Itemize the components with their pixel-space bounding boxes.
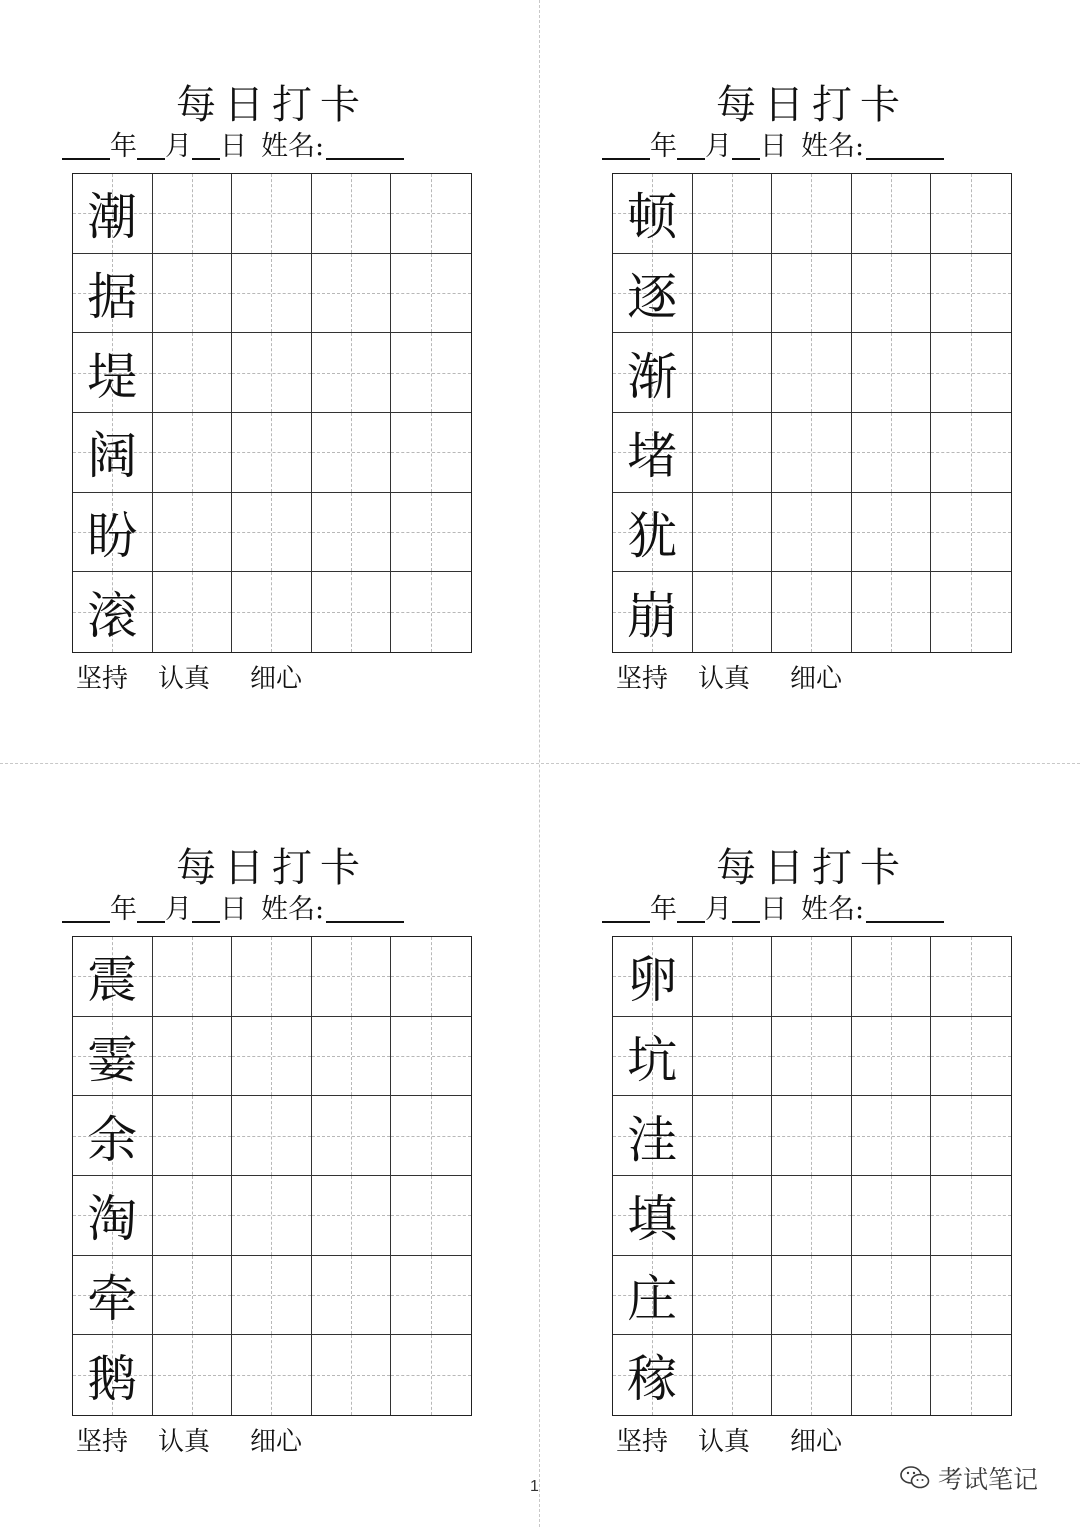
practice-cell[interactable] bbox=[391, 572, 471, 652]
date-name-line bbox=[602, 893, 1012, 927]
practice-cell[interactable] bbox=[772, 333, 852, 413]
model-character: 震 bbox=[87, 951, 138, 1010]
practice-cell[interactable] bbox=[693, 1256, 773, 1336]
motto-careful: 细心 bbox=[250, 664, 303, 694]
practice-cell[interactable] bbox=[153, 254, 233, 334]
practice-cell[interactable] bbox=[153, 493, 233, 573]
month-label: 月 bbox=[165, 131, 192, 162]
card-title: 每日打卡 bbox=[176, 82, 368, 128]
practice-card bbox=[72, 843, 472, 1463]
date-name-line bbox=[62, 130, 472, 164]
model-character: 据 bbox=[87, 267, 138, 326]
practice-cell[interactable] bbox=[391, 1335, 471, 1415]
practice-cell[interactable] bbox=[312, 413, 392, 493]
practice-cell[interactable] bbox=[153, 1017, 233, 1097]
name-label: 姓名: bbox=[261, 894, 325, 925]
motto-serious: 认真 bbox=[158, 1427, 211, 1457]
practice-cell[interactable] bbox=[312, 937, 392, 1017]
practice-cell[interactable] bbox=[312, 493, 392, 573]
practice-cell[interactable] bbox=[232, 937, 312, 1017]
model-character-cell bbox=[613, 1176, 693, 1256]
model-character-cell bbox=[613, 1096, 693, 1176]
practice-cell[interactable] bbox=[772, 1256, 852, 1336]
year-blank[interactable] bbox=[62, 895, 110, 923]
model-character: 余 bbox=[87, 1110, 138, 1169]
practice-cell[interactable] bbox=[852, 333, 932, 413]
practice-cell[interactable] bbox=[772, 572, 852, 652]
model-character-cell bbox=[73, 1256, 153, 1336]
practice-cell[interactable] bbox=[391, 333, 471, 413]
practice-cell[interactable] bbox=[693, 1017, 773, 1097]
motto-serious: 认真 bbox=[698, 1427, 751, 1457]
model-character: 淘 bbox=[87, 1190, 138, 1249]
name-blank[interactable] bbox=[326, 895, 404, 923]
writing-grid bbox=[72, 173, 472, 653]
practice-cell[interactable] bbox=[232, 572, 312, 652]
model-character-cell bbox=[613, 1335, 693, 1415]
practice-cell[interactable] bbox=[391, 1096, 471, 1176]
motto-persist: 坚持 bbox=[76, 1427, 129, 1457]
practice-cell[interactable] bbox=[153, 1335, 233, 1415]
practice-cell[interactable] bbox=[312, 1256, 392, 1336]
practice-cell[interactable] bbox=[232, 333, 312, 413]
practice-cell[interactable] bbox=[931, 174, 1011, 254]
horizontal-cut-line bbox=[0, 763, 1080, 764]
model-character-cell bbox=[613, 937, 693, 1017]
practice-cell[interactable] bbox=[232, 1096, 312, 1176]
model-character: 渐 bbox=[627, 347, 678, 406]
practice-cell[interactable] bbox=[931, 413, 1011, 493]
practice-cell[interactable] bbox=[852, 493, 932, 573]
year-blank[interactable] bbox=[602, 895, 650, 923]
practice-cell[interactable] bbox=[772, 1017, 852, 1097]
day-label: 日 bbox=[760, 894, 787, 925]
practice-cell[interactable] bbox=[391, 1256, 471, 1336]
practice-cell[interactable] bbox=[391, 174, 471, 254]
practice-cell[interactable] bbox=[693, 1335, 773, 1415]
model-character: 鹅 bbox=[87, 1350, 138, 1409]
practice-cell[interactable] bbox=[852, 413, 932, 493]
year-label: 年 bbox=[650, 894, 677, 925]
name-label: 姓名: bbox=[261, 131, 325, 162]
practice-cell[interactable] bbox=[693, 937, 773, 1017]
model-character-cell bbox=[73, 333, 153, 413]
name-blank[interactable] bbox=[866, 132, 944, 160]
practice-cell[interactable] bbox=[391, 1176, 471, 1256]
practice-cell[interactable] bbox=[931, 572, 1011, 652]
year-label: 年 bbox=[110, 894, 137, 925]
model-character: 洼 bbox=[627, 1110, 678, 1169]
month-blank[interactable] bbox=[137, 895, 165, 923]
practice-cell[interactable] bbox=[312, 1176, 392, 1256]
watermark-text: 考试笔记 bbox=[938, 1465, 1039, 1494]
practice-cell[interactable] bbox=[931, 493, 1011, 573]
practice-cell[interactable] bbox=[693, 493, 773, 573]
practice-cell[interactable] bbox=[312, 333, 392, 413]
model-character-cell bbox=[613, 413, 693, 493]
model-character: 犹 bbox=[627, 506, 678, 565]
practice-cell[interactable] bbox=[931, 1256, 1011, 1336]
month-label: 月 bbox=[165, 894, 192, 925]
motto-line bbox=[616, 1427, 842, 1457]
practice-cell[interactable] bbox=[312, 1017, 392, 1097]
practice-cell[interactable] bbox=[391, 937, 471, 1017]
practice-cell[interactable] bbox=[153, 174, 233, 254]
month-label: 月 bbox=[705, 894, 732, 925]
model-character-cell bbox=[73, 413, 153, 493]
model-character-cell bbox=[613, 174, 693, 254]
model-character-cell bbox=[73, 254, 153, 334]
day-blank[interactable] bbox=[732, 132, 760, 160]
motto-serious: 认真 bbox=[698, 664, 751, 694]
practice-cell[interactable] bbox=[391, 413, 471, 493]
card-title: 每日打卡 bbox=[716, 82, 908, 128]
year-blank[interactable] bbox=[62, 132, 110, 160]
model-character: 卵 bbox=[627, 951, 678, 1010]
name-blank[interactable] bbox=[866, 895, 944, 923]
wechat-icon bbox=[900, 1465, 930, 1491]
model-character: 坑 bbox=[627, 1030, 678, 1089]
name-label: 姓名: bbox=[801, 894, 865, 925]
practice-cell[interactable] bbox=[772, 1096, 852, 1176]
practice-cell[interactable] bbox=[772, 1335, 852, 1415]
year-label: 年 bbox=[110, 131, 137, 162]
date-name-line bbox=[602, 130, 1012, 164]
model-character: 阔 bbox=[87, 427, 138, 486]
practice-cell[interactable] bbox=[772, 1176, 852, 1256]
practice-cell[interactable] bbox=[312, 1096, 392, 1176]
practice-cell[interactable] bbox=[931, 254, 1011, 334]
practice-cell[interactable] bbox=[852, 1335, 932, 1415]
watermark bbox=[900, 1458, 1038, 1498]
motto-careful: 细心 bbox=[790, 664, 843, 694]
practice-card bbox=[72, 80, 472, 700]
model-character: 牵 bbox=[87, 1269, 138, 1328]
practice-cell[interactable] bbox=[232, 413, 312, 493]
practice-cell[interactable] bbox=[693, 1176, 773, 1256]
practice-cell[interactable] bbox=[693, 254, 773, 334]
motto-persist: 坚持 bbox=[616, 1427, 669, 1457]
practice-cell[interactable] bbox=[931, 937, 1011, 1017]
practice-cell[interactable] bbox=[232, 1256, 312, 1336]
writing-grid bbox=[72, 936, 472, 1416]
model-character: 潮 bbox=[87, 188, 138, 247]
practice-cell[interactable] bbox=[772, 937, 852, 1017]
motto-line bbox=[76, 1427, 302, 1457]
model-character-cell bbox=[73, 1096, 153, 1176]
model-character: 顿 bbox=[627, 188, 678, 247]
practice-cell[interactable] bbox=[693, 333, 773, 413]
model-character: 逐 bbox=[627, 267, 678, 326]
practice-cell[interactable] bbox=[312, 1335, 392, 1415]
practice-cell[interactable] bbox=[852, 254, 932, 334]
model-character-cell bbox=[73, 1017, 153, 1097]
practice-cell[interactable] bbox=[772, 254, 852, 334]
model-character-cell bbox=[613, 493, 693, 573]
practice-cell[interactable] bbox=[693, 174, 773, 254]
practice-cell[interactable] bbox=[312, 572, 392, 652]
practice-cell[interactable] bbox=[852, 572, 932, 652]
month-blank[interactable] bbox=[137, 132, 165, 160]
month-label: 月 bbox=[705, 131, 732, 162]
practice-cell[interactable] bbox=[391, 493, 471, 573]
practice-card bbox=[612, 843, 1012, 1463]
practice-cell[interactable] bbox=[312, 254, 392, 334]
model-character: 填 bbox=[627, 1190, 678, 1249]
practice-card bbox=[612, 80, 1012, 700]
model-character-cell bbox=[613, 254, 693, 334]
practice-cell[interactable] bbox=[772, 493, 852, 573]
practice-cell[interactable] bbox=[852, 1017, 932, 1097]
practice-cell[interactable] bbox=[772, 174, 852, 254]
practice-cell[interactable] bbox=[852, 937, 932, 1017]
practice-cell[interactable] bbox=[693, 1096, 773, 1176]
model-character-cell bbox=[73, 1176, 153, 1256]
motto-careful: 细心 bbox=[250, 1427, 303, 1457]
model-character-cell bbox=[73, 174, 153, 254]
model-character: 堵 bbox=[627, 427, 678, 486]
date-name-line bbox=[62, 893, 472, 927]
motto-line bbox=[616, 664, 842, 694]
practice-cell[interactable] bbox=[153, 1176, 233, 1256]
card-title: 每日打卡 bbox=[716, 845, 908, 891]
model-character-cell bbox=[613, 1017, 693, 1097]
day-blank[interactable] bbox=[732, 895, 760, 923]
model-character: 堤 bbox=[87, 347, 138, 406]
model-character: 霎 bbox=[87, 1030, 138, 1089]
practice-cell[interactable] bbox=[153, 572, 233, 652]
model-character-cell bbox=[613, 333, 693, 413]
practice-cell[interactable] bbox=[232, 493, 312, 573]
model-character: 稼 bbox=[627, 1350, 678, 1409]
day-blank[interactable] bbox=[192, 895, 220, 923]
card-title: 每日打卡 bbox=[176, 845, 368, 891]
year-blank[interactable] bbox=[602, 132, 650, 160]
practice-cell[interactable] bbox=[153, 937, 233, 1017]
model-character-cell bbox=[73, 1335, 153, 1415]
practice-cell[interactable] bbox=[232, 174, 312, 254]
motto-persist: 坚持 bbox=[76, 664, 129, 694]
practice-cell[interactable] bbox=[852, 174, 932, 254]
day-label: 日 bbox=[220, 131, 247, 162]
motto-serious: 认真 bbox=[158, 664, 211, 694]
practice-cell[interactable] bbox=[931, 1176, 1011, 1256]
year-label: 年 bbox=[650, 131, 677, 162]
practice-cell[interactable] bbox=[391, 1017, 471, 1097]
practice-cell[interactable] bbox=[852, 1176, 932, 1256]
practice-cell[interactable] bbox=[153, 413, 233, 493]
practice-cell[interactable] bbox=[153, 1096, 233, 1176]
day-blank[interactable] bbox=[192, 132, 220, 160]
practice-cell[interactable] bbox=[931, 1096, 1011, 1176]
practice-cell[interactable] bbox=[931, 1017, 1011, 1097]
writing-grid bbox=[612, 936, 1012, 1416]
practice-cell[interactable] bbox=[232, 254, 312, 334]
model-character-cell bbox=[613, 572, 693, 652]
model-character-cell bbox=[73, 937, 153, 1017]
model-character-cell bbox=[613, 1256, 693, 1336]
practice-cell[interactable] bbox=[693, 413, 773, 493]
practice-cell[interactable] bbox=[852, 1256, 932, 1336]
model-character: 庄 bbox=[627, 1269, 678, 1328]
motto-line bbox=[76, 664, 302, 694]
day-label: 日 bbox=[220, 894, 247, 925]
model-character: 滚 bbox=[87, 587, 138, 646]
practice-cell[interactable] bbox=[232, 1335, 312, 1415]
model-character-cell bbox=[73, 493, 153, 573]
practice-cell[interactable] bbox=[693, 572, 773, 652]
practice-cell[interactable] bbox=[931, 333, 1011, 413]
model-character: 盼 bbox=[87, 506, 138, 565]
model-character-cell bbox=[73, 572, 153, 652]
practice-cell[interactable] bbox=[232, 1176, 312, 1256]
model-character: 崩 bbox=[627, 587, 678, 646]
name-label: 姓名: bbox=[801, 131, 865, 162]
motto-persist: 坚持 bbox=[616, 664, 669, 694]
practice-cell[interactable] bbox=[312, 174, 392, 254]
practice-cell[interactable] bbox=[153, 333, 233, 413]
practice-cell[interactable] bbox=[232, 1017, 312, 1097]
day-label: 日 bbox=[760, 131, 787, 162]
practice-cell[interactable] bbox=[931, 1335, 1011, 1415]
month-blank[interactable] bbox=[677, 132, 705, 160]
page-number: 1 bbox=[530, 1478, 539, 1495]
name-blank[interactable] bbox=[326, 132, 404, 160]
writing-grid bbox=[612, 173, 1012, 653]
practice-cell[interactable] bbox=[772, 413, 852, 493]
practice-cell[interactable] bbox=[153, 1256, 233, 1336]
practice-cell[interactable] bbox=[852, 1096, 932, 1176]
motto-careful: 细心 bbox=[790, 1427, 843, 1457]
month-blank[interactable] bbox=[677, 895, 705, 923]
practice-cell[interactable] bbox=[391, 254, 471, 334]
